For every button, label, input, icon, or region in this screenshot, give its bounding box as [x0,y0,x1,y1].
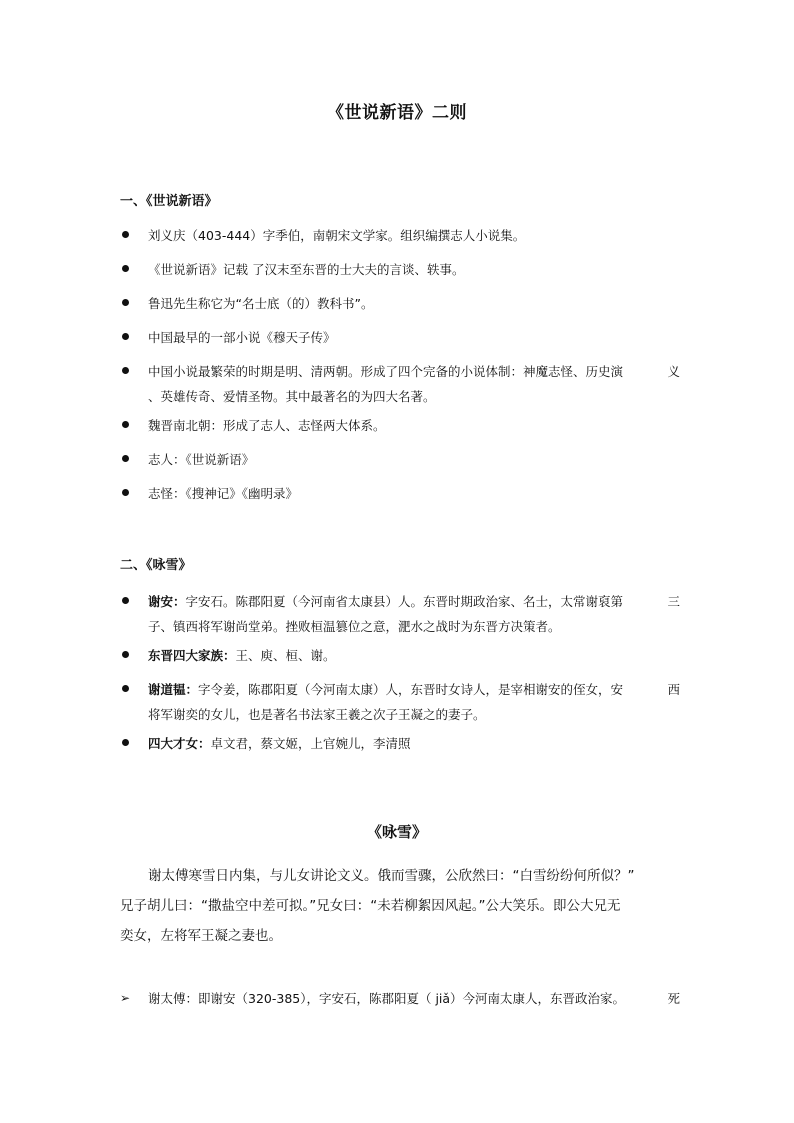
bullet-text-line [148,677,680,702]
poem-line: 奕女，左将军王凝之妻也。 [120,928,282,944]
list-item [120,413,680,447]
annotation-text-tail: 死 [667,991,680,1006]
bullet-text: 魏晋南北朝：形成了志人、志怪两大体系。 [148,418,386,433]
bullet-text-tail: 西 [667,682,680,697]
bullet-text-continued: 将军谢奕的女儿，也是著名书法家王羲之次子王凝之的妻子。 [148,707,486,722]
list-item [120,257,680,291]
bullet-icon [122,367,129,374]
bullet-icon [122,685,129,692]
list-item [120,325,680,359]
section-heading-shishuo: 一、《世说新语》 [120,194,218,209]
bullet-text-continued: 子、镇西将军谢尚堂弟。挫败桓温篡位之意，淝水之战时为东晋方决策者。 [148,619,561,634]
list-item [120,643,680,677]
bullet-text: 卓文君，蔡文姬，上官婉儿，李清照 [210,736,411,751]
bullet-text: 中国最早的一部小说《穆天子传》 [148,330,336,345]
bullet-text: 字令姜，陈郡阳夏（今河南太康）人，东晋时女诗人，是宰相谢安的侄女，安 [198,682,624,697]
bullet-icon [122,651,129,658]
bullet-text: 志怪：《搜神记》《幽明录》 [148,486,299,501]
term-label: 东晋四大家族： [148,648,236,663]
bullet-text: 中国小说最繁荣的时期是明、清两朝。形成了四个完备的小说体制：神魔志怪、历史演 [148,364,624,379]
bullet-text: 鲁迅先生称它为“名士底（的）教科书”。 [148,296,374,311]
bullet-icon [122,597,129,604]
poem-text [120,861,680,951]
list-item [120,677,680,731]
bullet-text-tail: 三 [667,594,680,609]
section-heading-yongxue: 二、《咏雪》 [120,558,192,573]
bullet-list-yongxue [120,589,680,765]
term-label: 四大才女： [148,736,211,751]
annotation-line [148,986,680,1011]
bullet-text: 王、庾、桓、谢。 [235,648,336,663]
bullet-icon [122,299,129,306]
bullet-icon [122,333,129,340]
bullet-icon [122,265,129,272]
list-item [120,359,680,413]
bullet-icon [122,455,129,462]
poem-title: 《咏雪》 [366,823,427,841]
bullet-text-line [148,643,680,668]
bullet-text-tail: 义 [667,364,680,379]
bullet-text: 刘义庆（403-444）字季伯，南朝宋文学家。组织编撰志人小说集。 [148,228,526,243]
term-label: 谢道韫： [148,682,199,697]
list-item [120,481,680,515]
list-item [120,589,680,643]
bullet-icon [122,739,129,746]
bullet-text: 字安石。陈郡阳夏（今河南省太康县）人。东晋时期政治家、名士，太常谢裒第 [185,594,624,609]
bullet-text-line [148,731,680,756]
bullet-icon [122,421,129,428]
arrow-bullet-icon: ➢ [120,991,131,1005]
list-item [120,223,680,257]
bullet-icon [122,489,129,496]
list-item [120,447,680,481]
page-title: 《世说新语》二则 [327,103,467,123]
bullet-text-line [148,359,680,384]
bullet-list-shishuo [120,223,680,515]
list-item [120,731,680,765]
term-label: 谢安： [148,594,186,609]
annotation-text: 谢太傅：即谢安（320-385），字安石，陈郡阳夏（ jiǎ）今河南太康人，东晋政治家。 [148,991,626,1006]
bullet-text-line [148,589,680,614]
bullet-text-continued: 、英雄传奇、爱情圣物。其中最著名的为四大名著。 [148,389,436,404]
annotation-note [120,986,680,1011]
bullet-text: 《世说新语》记载 了汉末至东晋的士大夫的言谈、轶事。 [148,262,465,277]
poem-line: 兄子胡儿曰：“撒盐空中差可拟。”兄女曰：“未若柳絮因风起。”公大笑乐。即公大兄无 [120,898,621,914]
bullet-text: 志人：《世说新语》 [148,452,255,467]
bullet-icon [122,231,129,238]
list-item [120,291,680,325]
poem-line: 谢太傅寒雪日内集，与儿女讲论文义。俄而雪骤，公欣然曰：“白雪纷纷何所似？” [148,868,635,884]
